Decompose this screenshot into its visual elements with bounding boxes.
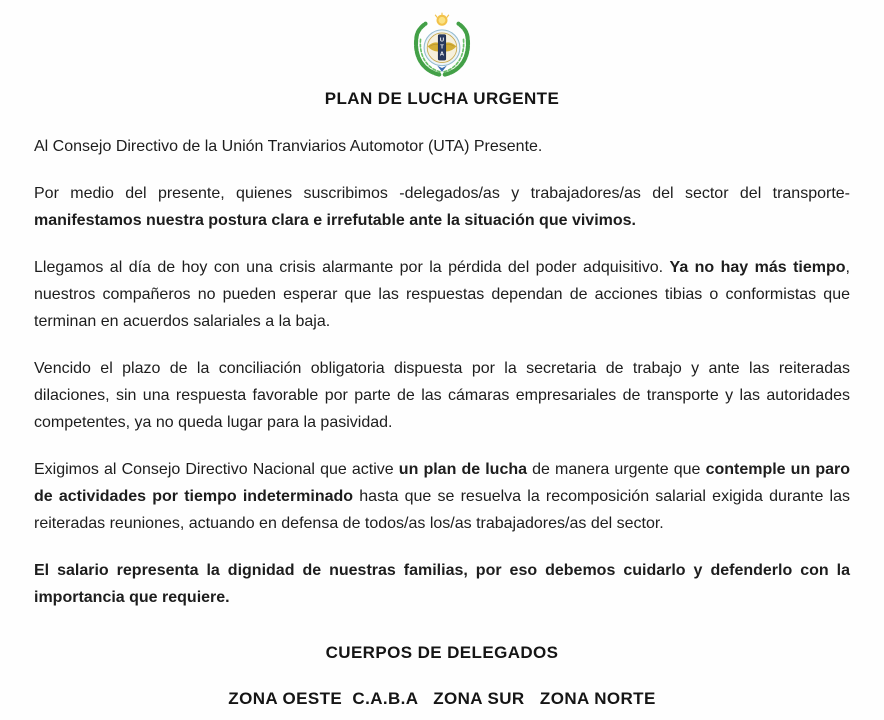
uta-logo	[34, 12, 850, 83]
emblem-letter-u: U	[439, 37, 445, 44]
sun-icon	[435, 13, 449, 26]
paragraph-segment-bold: El salario representa la dignidad de nuestras familias, por eso debemos cuidarlo y defenderlo con la importancia que requiere.	[34, 562, 850, 606]
closing-heading: CUERPOS DE DELEGADOS	[325, 643, 559, 662]
paragraph-segment: Llegamos al día de hoy con una crisis alarmante por la pérdida del poder adquisitivo.	[34, 259, 670, 276]
paragraph-segment-bold: Ya no hay más tiempo	[669, 259, 846, 276]
zones-line: ZONA OESTE C.A.B.A ZONA SUR ZONA NORTE	[228, 689, 656, 708]
paragraph	[34, 557, 850, 611]
emblem-letter-a: A	[439, 51, 445, 58]
document-title: PLAN DE LUCHA URGENTE	[324, 89, 560, 108]
paragraph	[34, 133, 850, 160]
paragraph-segment-bold: un plan de lucha	[398, 461, 528, 478]
paragraph-segment: Al Consejo Directivo de la Unión Tranviarios Automotor (UTA) Presente.	[34, 138, 543, 155]
paragraph-segment: Por medio del presente, quienes suscribimos -delegados/as y trabajadores/as del sector del transporte-	[34, 185, 850, 202]
paragraph	[34, 180, 850, 234]
paragraph-segment-bold: manifestamos nuestra postura clara e irrefutable ante la situación que vivimos.	[34, 212, 636, 229]
paragraph	[34, 355, 850, 436]
paragraph-segment: de manera urgente que	[527, 461, 706, 478]
uta-emblem-icon	[409, 12, 475, 78]
paragraph	[34, 254, 850, 335]
paragraph	[34, 456, 850, 537]
paragraph-segment: hasta que se resuelva la recomposición salarial exigida durante las reiteradas reuniones, actuando en defensa de todos/as los/as trabajadores/as del sector.	[34, 488, 850, 532]
emblem-letter-t: T	[440, 44, 444, 51]
document-body	[34, 133, 850, 611]
paragraph-segment-bold: contemple un paro de actividades por tiempo indeterminado	[34, 461, 851, 505]
paragraph-segment: , nuestros compañeros no pueden esperar que las respuestas dependan de acciones tibias o conformistas que terminan en acuerdos salariales a la baja.	[34, 259, 850, 330]
paragraph-segment: Exigimos al Consejo Directivo Nacional que active	[34, 461, 399, 478]
paragraph-segment: Vencido el plazo de la conciliación obligatoria dispuesta por la secretaria de trabajo y ante las reiteradas dilaciones, sin una respuesta favorable por parte de las cámaras empresariales de transporte y las autoridades competentes, ya no queda lugar para la pasividad.	[34, 360, 850, 431]
